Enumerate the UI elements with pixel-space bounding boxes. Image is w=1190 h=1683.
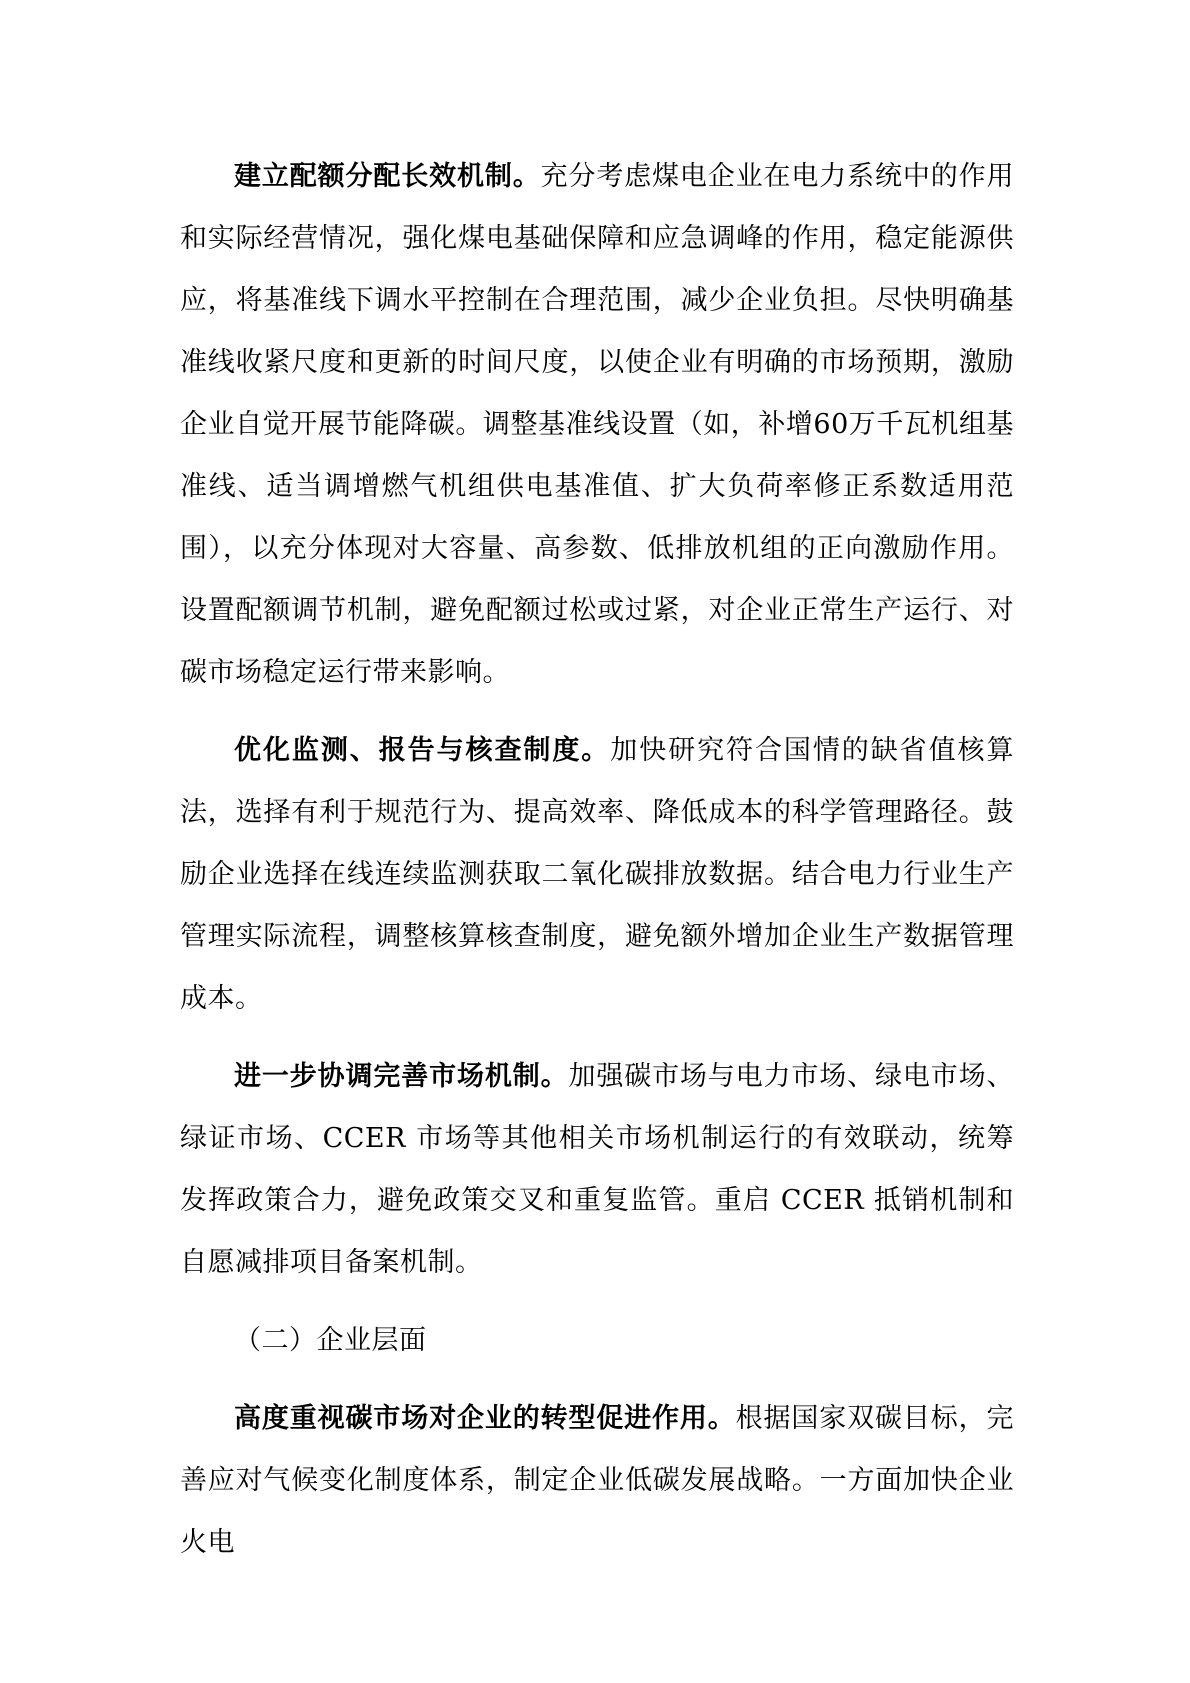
paragraph-allocation-mechanism: [180, 146, 1014, 704]
document-body: [180, 146, 1014, 1590]
paragraph-text: 根据国家双碳目标，完善应对气候变化制度体系，制定企业低碳发展战略。一方面加快企业火电: [180, 1403, 1015, 1558]
paragraph-text: 加强碳市场与电力市场、绿电市场、绿证市场、CCER 市场等其他相关市场机制运行的有效联动，统筹发挥政策合力，避免政策交叉和重复监管。重启 CCER 抵销机制和自愿减排项目备案机制。: [180, 1061, 1015, 1278]
paragraph-lead: 高度重视碳市场对企业的转型促进作用。: [234, 1403, 736, 1434]
paragraph-lead: 优化监测、报告与核查制度。: [234, 735, 611, 766]
paragraph-mrv-system: [180, 720, 1014, 1030]
section-heading: （二）企业层面: [234, 1325, 427, 1356]
paragraph-lead: 建立配额分配长效机制。: [234, 161, 541, 192]
paragraph-enterprise-transition: [180, 1388, 1014, 1574]
paragraph-lead: 进一步协调完善市场机制。: [234, 1061, 569, 1092]
paragraph-text: 充分考虑煤电企业在电力系统中的作用和实际经营情况，强化煤电基础保障和应急调峰的作用，稳定能源供应，将基准线下调水平控制在合理范围，减少企业负担。尽快明确基准线收紧尺度和更新的时间尺度，以使企业有明确的市场预期，激励企业自觉开展节能降碳。调整基准线设置（如，补增60万千瓦机组基准线、适当调增燃气机组供电基准值、扩大负荷率修正系数适用范围），以充分体现对大容量、高参数、低排放机组的正向激励作用。设置配额调节机制，避免配额过松或过紧，对企业正常生产运行、对碳市场稳定运行带来影响。: [180, 161, 1015, 688]
paragraph-text: 加快研究符合国情的缺省值核算法，选择有利于规范行为、提高效率、降低成本的科学管理路径。鼓励企业选择在线连续监测获取二氧化碳排放数据。结合电力行业生产管理实际流程，调整核算核查制度，避免额外增加企业生产数据管理成本。: [180, 735, 1014, 1014]
paragraph-market-coordination: [180, 1046, 1014, 1294]
